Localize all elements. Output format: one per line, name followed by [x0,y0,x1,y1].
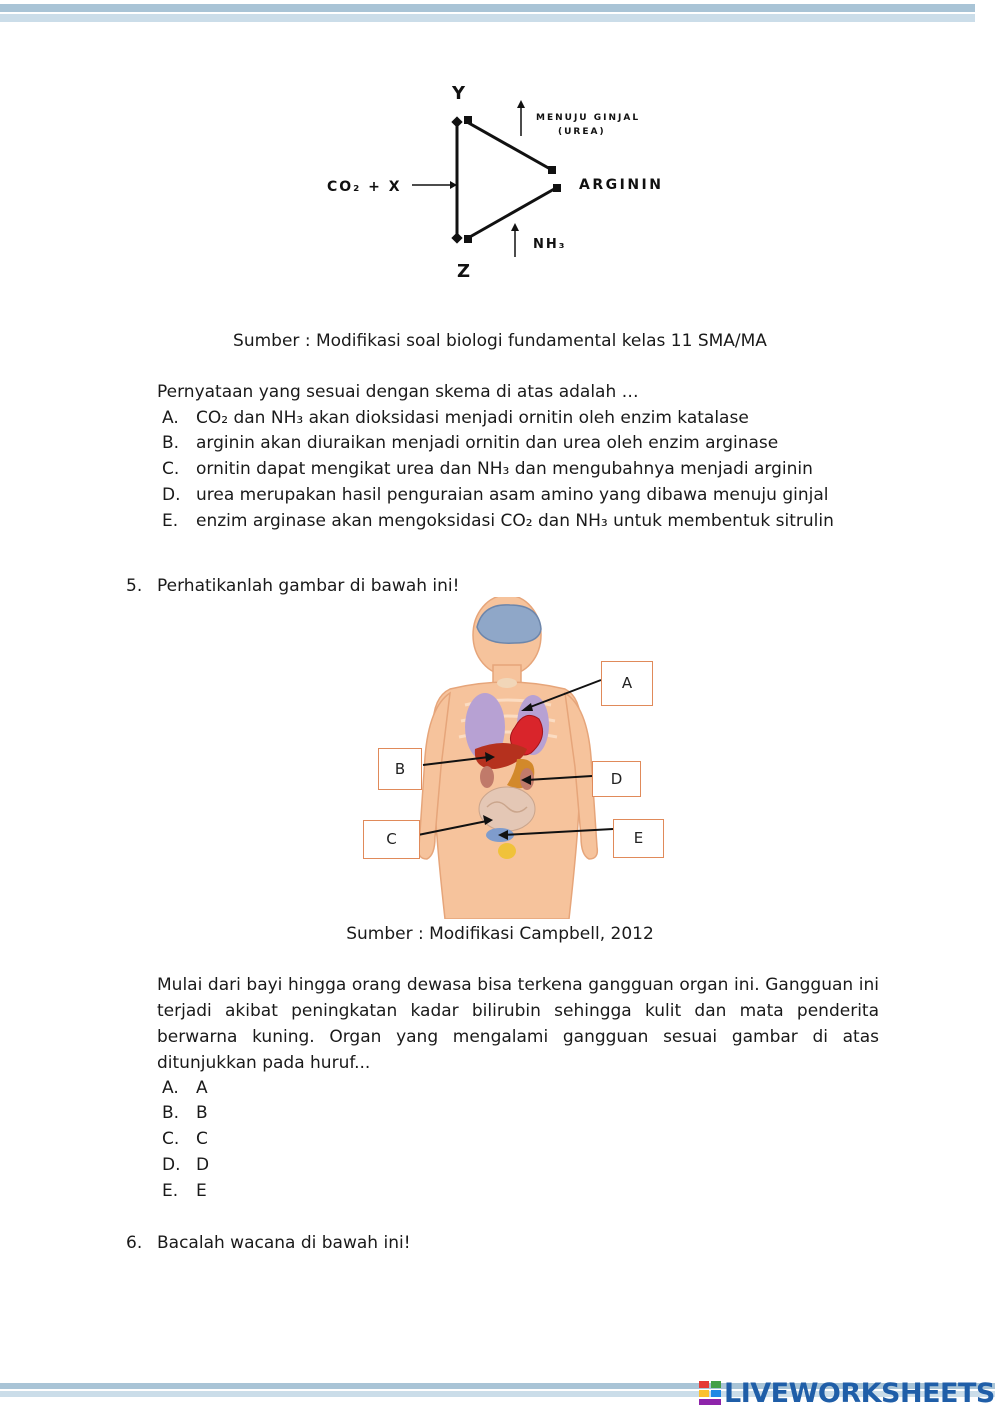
q4-option-e[interactable] [162,508,834,534]
option-text: ornitin dapat mengikat urea dan NH₃ dan mengubahnya menjadi arginin [196,459,813,479]
q4-option-b[interactable] [162,430,778,456]
option-letter: E. [162,1181,179,1201]
q6-number: 6. [126,1233,143,1253]
q4-question: Pernyataan yang sesuai dengan skema di atas adalah … [157,382,639,402]
q5-option-d[interactable] [162,1152,209,1178]
diagram-label-urea-line1: MENUJU GINJAL [536,113,641,123]
figure-label-a: A [601,661,653,706]
q5-option-a[interactable] [162,1075,208,1101]
option-text: enzim arginase akan mengoksidasi CO₂ dan NH₃ untuk membentuk sitrulin [196,511,834,531]
liveworksheets-brand[interactable] [698,1376,995,1410]
brand-name: LIVEWORKSHEETS [724,1377,995,1409]
top-decorative-bar [0,0,975,24]
figure-label-d: D [592,761,641,797]
urea-cycle-diagram [300,70,700,290]
option-letter: E. [162,511,179,531]
q5-paragraph: Mulai dari bayi hingga orang dewasa bisa terkena gangguan organ ini. Gangguan ini terjadi akibat peningkatan kadar bilirubin sehingga kulit dan mata penderita berwarna kuning. Organ yang mengalami gangguan sesuai gambar di atas ditunjukkan pada huruf... [157,975,879,1073]
option-letter: B. [162,433,180,453]
option-text: urea merupakan hasil penguraian asam amino yang dibawa menuju ginjal [196,485,829,505]
diagram-label-urea-line2: (UREA) [558,127,606,137]
diagram-label-y: Y [452,83,466,104]
option-letter: A. [162,1078,179,1098]
q5-heading [126,573,459,599]
option-text: A [196,1078,208,1098]
option-letter: B. [162,1103,180,1123]
figure-label-b: B [378,748,422,790]
option-text: E [196,1181,207,1201]
diagram-label-arginin: ARGININ [579,177,664,193]
q5-number: 5. [126,576,143,596]
q5-option-b[interactable] [162,1100,208,1126]
option-text: C [196,1129,208,1149]
q5-source: Sumber : Modifikasi Campbell, 2012 [346,924,654,944]
q4-option-d[interactable] [162,482,828,508]
q5-prompt: Perhatikanlah gambar di bawah ini! [157,576,460,596]
top-band-light [0,14,975,22]
figure-label-c: C [363,820,420,859]
option-text: D [196,1155,210,1175]
q4-option-a[interactable] [162,405,749,431]
option-letter: C. [162,1129,180,1149]
q4-source: Sumber : Modifikasi soal biologi fundamental kelas 11 SMA/MA [233,331,767,351]
option-letter: D. [162,485,181,505]
option-letter: D. [162,1155,181,1175]
option-letter: C. [162,459,180,479]
option-text: B [196,1103,208,1123]
q6-heading [126,1230,411,1256]
diagram-label-nh3: NH₃ [533,237,567,252]
q5-option-e[interactable] [162,1178,207,1204]
liveworksheets-logo-icon [698,1379,722,1407]
q5-option-c[interactable] [162,1126,208,1152]
diagram-label-z: Z [457,261,471,282]
top-band-dark [0,4,975,12]
figure-label-e: E [613,819,664,858]
option-text: CO₂ dan NH₃ akan dioksidasi menjadi ornitin oleh enzim katalase [196,408,749,428]
option-letter: A. [162,408,179,428]
diagram-label-input: CO₂ + X [327,179,402,195]
q4-option-c[interactable] [162,456,813,482]
q6-prompt: Bacalah wacana di bawah ini! [157,1233,411,1253]
option-text: arginin akan diuraikan menjadi ornitin dan urea oleh enzim arginase [196,433,779,453]
